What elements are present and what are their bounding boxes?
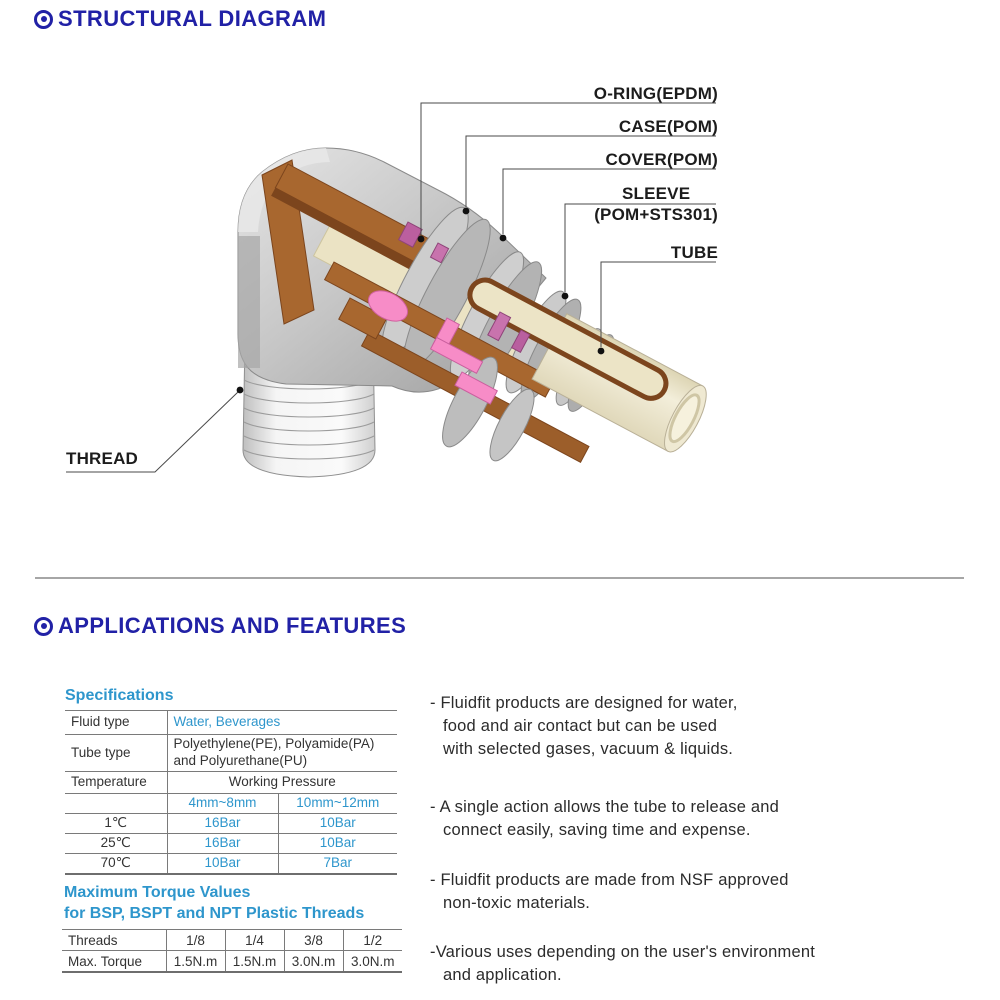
- spec-value-working-pressure: Working Pressure: [167, 772, 397, 794]
- specifications-table: [65, 710, 397, 875]
- spec-p1-70: 10Bar: [167, 853, 278, 873]
- torque-table: [62, 929, 402, 973]
- feature-2-line-1: - A single action allows the tube to release and: [430, 798, 779, 816]
- torque-row-label: Max. Torque: [62, 951, 166, 973]
- spec-value-tube: Polyethylene(PE), Polyamide(PA) and Polyurethane(PU): [167, 735, 397, 772]
- spec-row-1c: [65, 813, 397, 833]
- applications-heading: [34, 613, 406, 639]
- torque-row-values: [62, 951, 402, 973]
- torque-value-4: 3.0N.m: [343, 951, 402, 973]
- spec-p2-25: 10Bar: [278, 833, 397, 853]
- bullseye-icon: [34, 617, 53, 636]
- feature-item-3: [430, 869, 950, 915]
- torque-thread-2: 1/4: [225, 930, 284, 951]
- feature-1-line-2: food and air contact but can be used: [443, 717, 718, 735]
- feature-1-line-1: - Fluidfit products are designed for water,: [430, 694, 738, 712]
- torque-thread-4: 1/2: [343, 930, 402, 951]
- spec-temp-70: 70℃: [65, 853, 167, 873]
- spec-cell-empty: [65, 794, 167, 814]
- torque-header-label: Threads: [62, 930, 166, 951]
- section-divider: [35, 577, 964, 579]
- torque-row-threads: [62, 930, 402, 951]
- label-sleeve: [594, 183, 718, 225]
- label-case: CASE(POM): [618, 117, 718, 136]
- feature-3-line-2: non-toxic materials.: [443, 894, 591, 912]
- label-tube: TUBE: [670, 243, 718, 262]
- spec-label-temperature: Temperature: [65, 772, 167, 794]
- torque-thread-3: 3/8: [284, 930, 343, 951]
- spec-row-70c: [65, 853, 397, 873]
- spec-row-sizes: [65, 794, 397, 814]
- torque-thread-1: 1/8: [166, 930, 225, 951]
- label-o-ring: O-RING(EPDM): [593, 84, 718, 103]
- spec-label-fluid: Fluid type: [65, 711, 167, 735]
- torque-title-line1: Maximum Torque Values: [64, 884, 251, 901]
- spec-p2-1: 10Bar: [278, 813, 397, 833]
- spec-row-25c: [65, 833, 397, 853]
- spec-p1-25: 16Bar: [167, 833, 278, 853]
- torque-value-1: 1.5N.m: [166, 951, 225, 973]
- spec-row-fluid: [65, 711, 397, 735]
- torque-value-2: 1.5N.m: [225, 951, 284, 973]
- applications-title: APPLICATIONS AND FEATURES: [58, 613, 407, 638]
- label-sleeve-line2: (POM+STS301): [594, 205, 718, 224]
- spec-row-tube: [65, 735, 397, 772]
- spec-value-fluid: Water, Beverages: [167, 711, 397, 735]
- specifications-title: Specifications: [65, 687, 174, 704]
- label-cover: COVER(POM): [605, 150, 718, 169]
- feature-1-line-3: with selected gases, vacuum & liquids.: [443, 740, 734, 758]
- torque-title: [64, 882, 364, 924]
- feature-item-1: [430, 692, 950, 761]
- feature-item-2: [430, 796, 950, 842]
- spec-temp-25: 25℃: [65, 833, 167, 853]
- spec-size-large: 10mm~12mm: [278, 794, 397, 814]
- torque-title-line2: for BSP, BSPT and NPT Plastic Threads: [64, 905, 365, 922]
- label-thread: THREAD: [66, 449, 139, 468]
- spec-label-tube: Tube type: [65, 735, 167, 772]
- feature-item-4: [430, 941, 950, 987]
- torque-value-3: 3.0N.m: [284, 951, 343, 973]
- feature-4-line-2: and application.: [443, 966, 562, 984]
- structural-diagram-title: STRUCTURAL DIAGRAM: [58, 6, 327, 31]
- feature-2-line-2: connect easily, saving time and expense.: [443, 821, 751, 839]
- feature-3-line-1: - Fluidfit products are made from NSF approved: [430, 871, 789, 889]
- spec-p1-1: 16Bar: [167, 813, 278, 833]
- spec-temp-1: 1℃: [65, 813, 167, 833]
- spec-size-small: 4mm~8mm: [167, 794, 278, 814]
- feature-4-line-1: -Various uses depending on the user's environment: [430, 943, 816, 961]
- spec-row-temperature: [65, 772, 397, 794]
- spec-p2-70: 7Bar: [278, 853, 397, 873]
- label-sleeve-line1: SLEEVE: [621, 184, 691, 203]
